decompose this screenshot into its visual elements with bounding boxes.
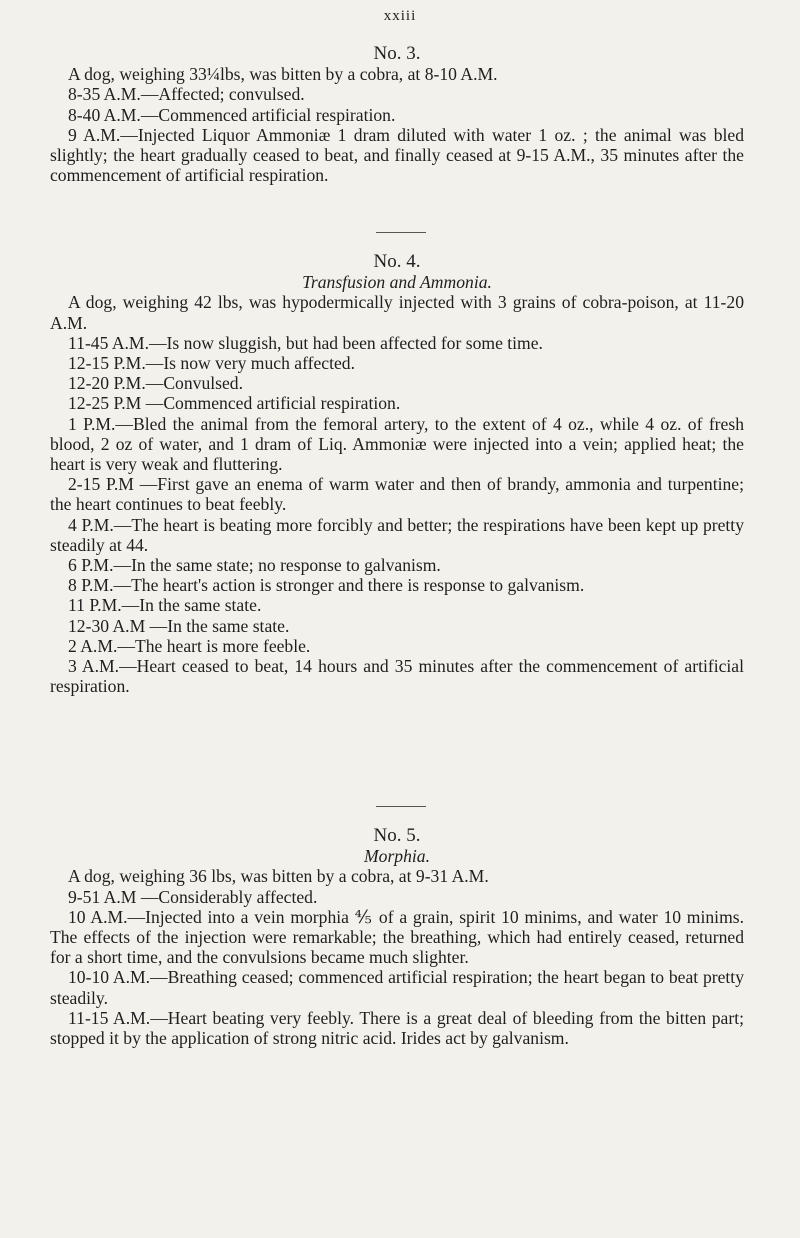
case-paragraph: 2-15 P.M —First gave an enema of warm water and then of brandy, ammonia and turpentine; the heart continues to beat feebly. [50, 474, 744, 515]
case-paragraph: 1 P.M.—Bled the animal from the femoral artery, to the extent of 4 oz., while 4 oz. of fresh blood, 2 oz of water, and 1 dram of Liq. Ammoniæ were injected into a vein; applied heat; the heart is very weak and fluttering. [50, 413, 744, 475]
case-title: No. 3. [373, 43, 421, 64]
case-paragraph: 9 A.M.—Injected Liquor Ammoniæ 1 dram diluted with water 1 oz. ; the animal was bled slightly; the heart gradually ceased to beat, and finally ceased at 9-15 A.M., 35 minutes after the commencement of artificial respiration. [50, 124, 744, 186]
section-divider [376, 806, 426, 807]
case-paragraph: 8-35 A.M.—Affected; convulsed. [68, 84, 305, 105]
case-paragraph: 10-10 A.M.—Breathing ceased; commenced artificial respiration; the heart began to beat pretty steadily. [50, 967, 744, 1008]
case-subtitle: Morphia. [364, 846, 430, 867]
case-paragraph: 9-51 A.M —Considerably affected. [68, 886, 318, 907]
case-paragraph: 4 P.M.—The heart is beating more forcibly and better; the respirations have been kept up pretty steadily at 44. [50, 514, 744, 555]
case-subtitle: Transfusion and Ammonia. [302, 272, 492, 293]
case-paragraph: 11-15 A.M.—Heart beating very feebly. There is a great deal of bleeding from the bitten part; stopped it by the application of strong nitric acid. Irides act by galvanism. [50, 1007, 744, 1049]
case-paragraph: 10 A.M.—Injected into a vein morphia ⅘ of a grain, spirit 10 minims, and water 10 minims. The effects of the injection were remarkable; the breathing, which had entirely ceased, returned for a short time, and the convulsions became much slighter. [50, 906, 744, 968]
case-paragraph: 8 P.M.—The heart's action is stronger and there is response to galvanism. [68, 575, 585, 596]
case-title: No. 5. [373, 825, 421, 846]
case-paragraph: A dog, weighing 33¼lbs, was bitten by a cobra, at 8-10 A.M. [68, 64, 498, 85]
page-number: xxiii [383, 8, 417, 24]
case-5 [50, 826, 744, 1048]
case-paragraph: 12-30 A.M —In the same state. [68, 615, 290, 636]
case-4 [50, 252, 744, 696]
case-paragraph: 12-20 P.M.—Convulsed. [68, 373, 243, 394]
case-paragraph: 6 P.M.—In the same state; no response to galvanism. [68, 555, 441, 576]
case-paragraph: 11-45 A.M.—Is now sluggish, but had been affected for some time. [68, 332, 543, 353]
case-3 [50, 44, 744, 185]
case-paragraph: A dog, weighing 42 lbs, was hypodermically injected with 3 grains of cobra-poison, at 11-20 A.M. [50, 292, 744, 333]
case-paragraph: 3 A.M.—Heart ceased to beat, 14 hours and 35 minutes after the commencement of artificial respiration. [50, 656, 744, 697]
case-title: No. 4. [373, 251, 421, 272]
case-paragraph: A dog, weighing 36 lbs, was bitten by a cobra, at 9-31 A.M. [68, 866, 489, 887]
case-paragraph: 2 A.M.—The heart is more feeble. [68, 635, 311, 656]
case-paragraph: 11 P.M.—In the same state. [68, 595, 262, 616]
case-paragraph: 8-40 A.M.—Commenced artificial respiration. [68, 104, 396, 125]
section-divider [376, 232, 426, 233]
case-paragraph: 12-25 P.M —Commenced artificial respiration. [68, 393, 401, 414]
case-paragraph: 12-15 P.M.—Is now very much affected. [68, 353, 355, 374]
